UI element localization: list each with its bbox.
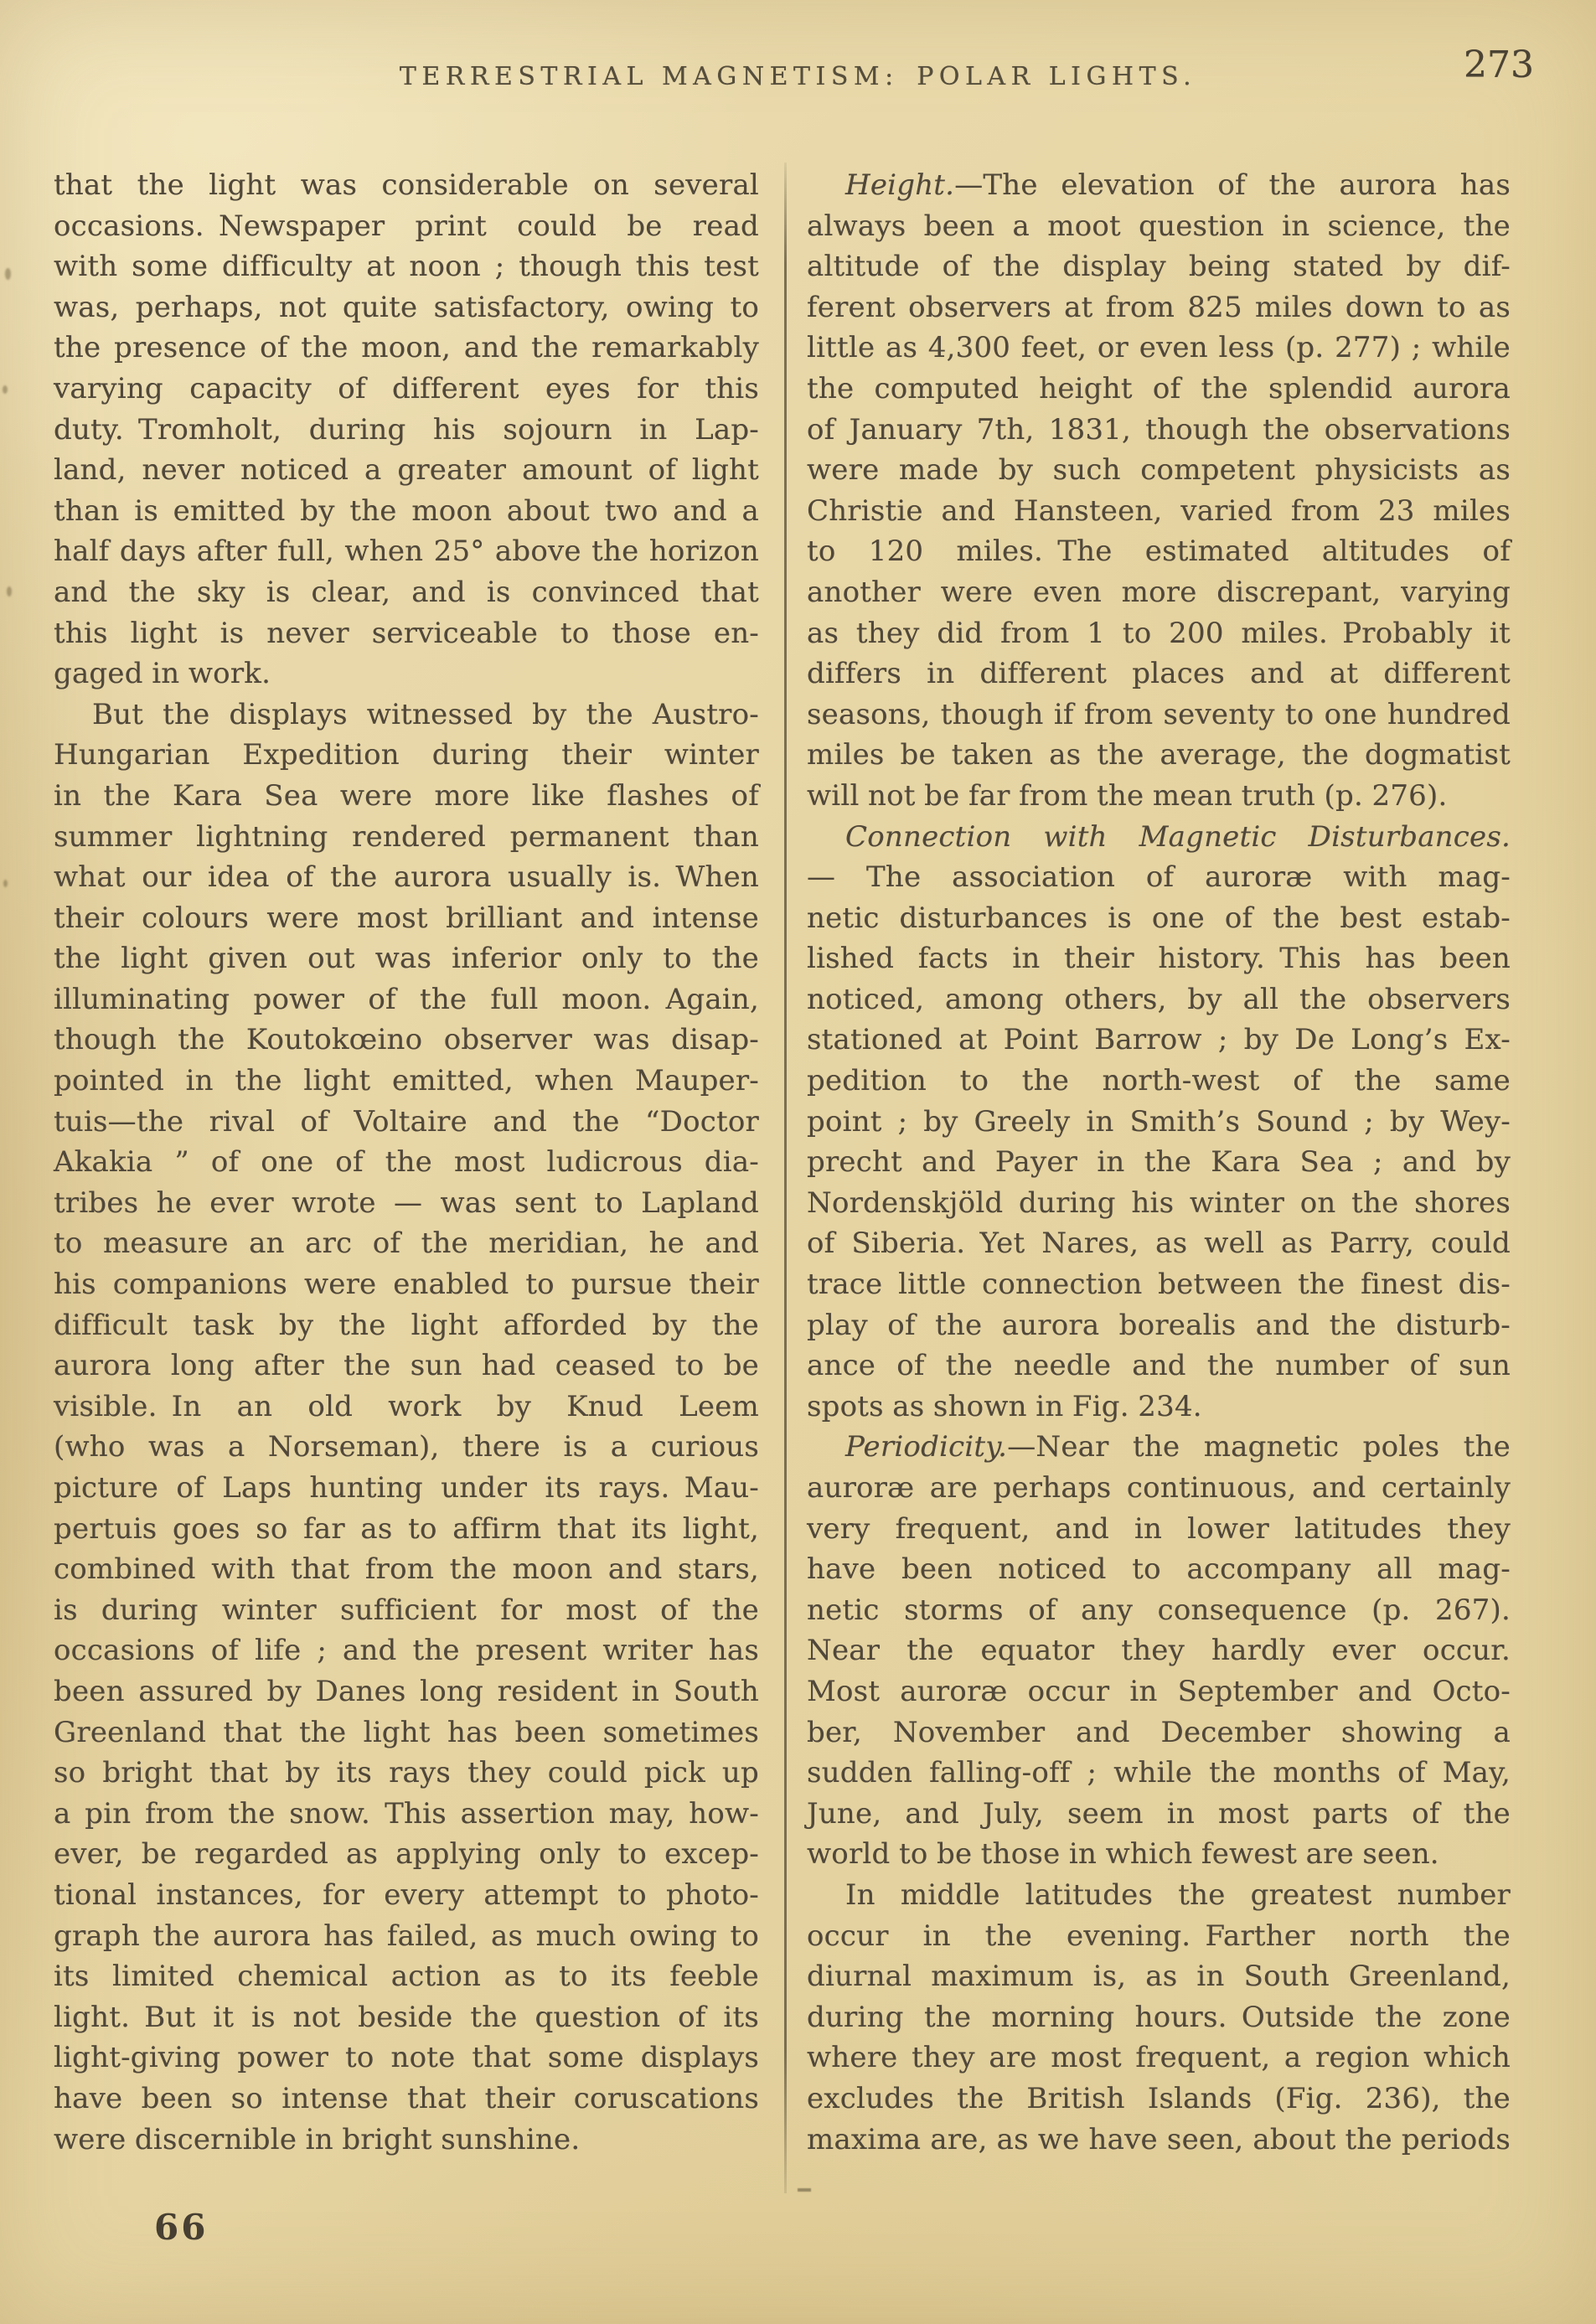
page-header-title: TERRESTRIAL MAGNETISM: POLAR LIGHTS. — [399, 62, 1197, 91]
text-line — [807, 817, 1511, 858]
text-run: combined with that from the moon and stars, — [54, 1552, 759, 1587]
text-line — [54, 287, 759, 328]
text-run: Most auroræ occur in September and Octo- — [807, 1674, 1511, 1708]
text-line — [807, 979, 1511, 1020]
text-line — [807, 410, 1511, 451]
text-line — [807, 1468, 1511, 1509]
text-run: of January 7th, 1831, though the observations — [807, 412, 1511, 447]
text-line — [54, 1345, 759, 1387]
text-line — [807, 1387, 1511, 1428]
text-line — [54, 1875, 759, 1916]
text-run: the presence of the moon, and the remarkably — [54, 331, 759, 365]
text-run: little as 4,300 feet, or even less (p. 277) ; while — [807, 331, 1511, 365]
text-line — [54, 1630, 759, 1671]
text-run: light-giving power to note that some displays — [54, 2041, 759, 2075]
text-line — [54, 1549, 759, 1590]
text-run: varying capacity of different eyes for this — [54, 371, 759, 405]
text-run: miles be taken as the average, the dogmatist — [807, 738, 1511, 772]
text-line — [807, 2079, 1511, 2120]
text-run: and the sky is clear, and is convinced that — [54, 575, 759, 609]
column-divider-rule — [784, 163, 787, 2193]
text-line — [807, 206, 1511, 247]
text-line — [807, 857, 1511, 898]
text-line — [807, 1020, 1511, 1061]
text-line — [807, 1305, 1511, 1346]
text-line — [54, 246, 759, 287]
text-line — [54, 1305, 759, 1346]
text-line — [54, 1590, 759, 1631]
text-line — [54, 531, 759, 572]
text-line — [54, 735, 759, 776]
text-line — [807, 1794, 1511, 1835]
text-line — [54, 1102, 759, 1143]
text-line — [54, 817, 759, 858]
text-run: a pin from the snow. This assertion may, how- — [54, 1796, 759, 1831]
text-run: diurnal maximum is, as in South Greenland, — [807, 1960, 1511, 1994]
text-line — [807, 1753, 1511, 1794]
text-line — [807, 1671, 1511, 1712]
text-line — [54, 1671, 759, 1712]
text-run: stationed at Point Barrow ; by De Long’s Ex- — [807, 1023, 1511, 1057]
text-line — [807, 287, 1511, 328]
text-run: than is emitted by the moon about two and a — [54, 493, 759, 528]
text-run: always been a moot question in science, the — [807, 209, 1511, 243]
text-run: picture of Laps hunting under its rays. Mau- — [54, 1471, 759, 1505]
text-run: another were even more discrepant, varying — [807, 575, 1511, 609]
text-run: pertuis goes so far as to affirm that its light, — [54, 1511, 759, 1546]
text-run: gaged in work. — [54, 657, 271, 691]
text-run: play of the aurora borealis and the disturb- — [807, 1308, 1511, 1342]
text-line — [807, 328, 1511, 369]
text-run: what our idea of the aurora usually is. When — [54, 860, 759, 895]
text-line — [54, 1183, 759, 1224]
text-run: so bright that by its rays they could pick up — [54, 1756, 759, 1790]
text-line — [54, 2120, 759, 2161]
text-line — [54, 1794, 759, 1835]
text-line — [54, 1061, 759, 1102]
text-run: ferent observers at from 825 miles down to as — [807, 290, 1511, 324]
text-run: point ; by Greely in Smith’s Sound ; by Wey- — [807, 1104, 1511, 1139]
page-number: 273 — [1464, 44, 1534, 86]
text-line — [54, 491, 759, 532]
text-run: lished facts in their history. This has been — [807, 942, 1511, 976]
text-run: is during winter sufficient for most of the — [54, 1593, 759, 1627]
text-run: its limited chemical action as to its feeble — [54, 1960, 759, 1994]
text-line — [807, 1061, 1511, 1102]
text-run: his companions were enabled to pursue their — [54, 1268, 759, 1302]
text-run: tribes he ever wrote — was sent to Lapland — [54, 1185, 759, 1220]
text-run: seasons, though if from seventy to one hundred — [807, 697, 1511, 731]
text-run: very frequent, and in lower latitudes they — [807, 1511, 1511, 1546]
text-line — [54, 857, 759, 898]
text-run: ber, November and December showing a — [807, 1715, 1511, 1749]
text-run: But the displays witnessed by the Austro- — [92, 697, 759, 731]
paper-speck — [5, 268, 11, 280]
text-line — [54, 1223, 759, 1264]
text-run: tuis—the rival of Voltaire and the “Doctor — [54, 1104, 759, 1139]
text-line — [54, 695, 759, 736]
text-run: ance of the needle and the number of sun — [807, 1349, 1511, 1383]
text-run: occasions. Newspaper print could be read — [54, 209, 759, 243]
text-run: ever, be regarded as applying only to excep- — [54, 1837, 759, 1872]
text-run: have been so intense that their coruscations — [54, 2081, 759, 2115]
text-line — [54, 1712, 759, 1753]
paper-speck — [7, 586, 12, 596]
paper-speck — [3, 385, 8, 394]
print-artifact-dash — [798, 2188, 811, 2192]
text-run: —The elevation of the aurora has — [954, 168, 1511, 202]
text-run: were discernible in bright sunshine. — [54, 2122, 581, 2156]
text-line — [54, 1020, 759, 1061]
text-run: occasions of life ; and the present writer has — [54, 1634, 759, 1668]
text-line — [807, 572, 1511, 613]
text-run: graph the aurora has failed, as much owing to — [54, 1919, 759, 1953]
text-run: will not be far from the mean truth (p. 276). — [807, 778, 1448, 813]
text-run: been assured by Danes long resident in South — [54, 1674, 759, 1708]
text-line — [807, 1997, 1511, 2038]
text-run: Greenland that the light has been sometimes — [54, 1715, 759, 1749]
italic-text-run: Height. — [845, 168, 955, 202]
text-run: netic disturbances is one of the best estab- — [807, 901, 1511, 935]
text-line — [807, 2120, 1511, 2161]
text-line — [807, 938, 1511, 979]
text-line — [807, 1142, 1511, 1183]
text-line — [807, 1956, 1511, 1997]
text-line — [54, 1264, 759, 1305]
italic-text-run: Periodicity. — [845, 1430, 1008, 1464]
text-run: that the light was considerable on several — [54, 168, 759, 202]
text-line — [807, 1183, 1511, 1224]
text-line — [807, 1223, 1511, 1264]
text-line — [54, 410, 759, 451]
text-line — [807, 1345, 1511, 1387]
text-line — [54, 1509, 759, 1550]
text-run: were made by such competent physicists as — [807, 453, 1511, 488]
text-run: (who was a Norseman), there is a curious — [54, 1430, 759, 1464]
text-line — [807, 776, 1511, 817]
text-run: tional instances, for every attempt to photo- — [54, 1877, 759, 1912]
text-line — [54, 1834, 759, 1875]
text-line — [807, 695, 1511, 736]
text-run: noticed, among others, by all the observers — [807, 982, 1511, 1016]
text-line — [54, 1387, 759, 1428]
text-run: altitude of the display being stated by dif- — [807, 250, 1511, 284]
text-line — [807, 531, 1511, 572]
text-line — [807, 1549, 1511, 1590]
text-line — [807, 1834, 1511, 1875]
text-line — [807, 1630, 1511, 1671]
text-run: trace little connection between the finest dis- — [807, 1268, 1511, 1302]
text-run: as they did from 1 to 200 miles. Probably it — [807, 616, 1511, 650]
paper-speck — [3, 880, 8, 887]
text-run: their colours were most brilliant and intense — [54, 901, 759, 935]
text-run: Nordenskjöld during his winter on the shores — [807, 1185, 1511, 1220]
text-line — [54, 1956, 759, 1997]
text-run: the computed height of the splendid aurora — [807, 371, 1511, 405]
text-run: where they are most frequent, a region which — [807, 2041, 1511, 2075]
text-line — [54, 1916, 759, 1957]
text-run: Near the equator they hardly ever occur. — [807, 1634, 1511, 1668]
text-run: occur in the evening. Farther north the — [807, 1919, 1511, 1953]
text-run: have been noticed to accompany all mag- — [807, 1552, 1511, 1587]
text-run: maxima are, as we have seen, about the periods — [807, 2122, 1511, 2156]
text-run: world to be those in which fewest are seen. — [807, 1837, 1439, 1872]
text-run: aurora long after the sun had ceased to be — [54, 1349, 759, 1383]
text-line — [807, 246, 1511, 287]
text-run: to measure an arc of the meridian, he and — [54, 1227, 759, 1261]
text-run: in the Kara Sea were more like flashes of — [54, 778, 759, 813]
text-run: with some difficulty at noon ; though this test — [54, 250, 759, 284]
text-run: of Siberia. Yet Nares, as well as Parry, could — [807, 1227, 1511, 1261]
text-line — [807, 2037, 1511, 2079]
text-run: duty. Tromholt, during his sojourn in Lap- — [54, 412, 759, 447]
text-line — [807, 1102, 1511, 1143]
text-run: summer lightning rendered permanent than — [54, 819, 759, 854]
text-line — [54, 1468, 759, 1509]
text-line — [54, 450, 759, 491]
text-run: June, and July, seem in most parts of the — [807, 1796, 1511, 1831]
text-run: In middle latitudes the greatest number — [845, 1877, 1511, 1912]
text-run: Hungarian Expedition during their winter — [54, 738, 759, 772]
text-line — [807, 613, 1511, 654]
text-line — [807, 1509, 1511, 1550]
text-line — [807, 369, 1511, 410]
text-run: excludes the British Islands (Fig. 236), the — [807, 2081, 1511, 2115]
text-line — [807, 1712, 1511, 1753]
text-line — [54, 206, 759, 247]
text-line — [54, 1753, 759, 1794]
text-line — [807, 491, 1511, 532]
text-run: was, perhaps, not quite satisfactory, owing to — [54, 290, 759, 324]
text-line — [807, 1916, 1511, 1957]
text-run: land, never noticed a greater amount of light — [54, 453, 759, 488]
text-run: half days after full, when 25° above the horizon — [54, 535, 759, 569]
text-run: —Near the magnetic poles the — [1007, 1430, 1511, 1464]
italic-text-run: Connection with Magnetic Disturbances. — [845, 819, 1511, 854]
text-run: difficult task by the light afforded by the — [54, 1308, 759, 1342]
text-line — [807, 735, 1511, 776]
text-run: auroræ are perhaps continuous, and certainly — [807, 1471, 1511, 1505]
text-run: visible. In an old work by Knud Leem — [54, 1389, 759, 1423]
text-run: light. But it is not beside the question of its — [54, 2000, 759, 2034]
text-line — [54, 572, 759, 613]
text-line — [54, 653, 759, 695]
text-line — [807, 653, 1511, 695]
text-line — [54, 979, 759, 1020]
text-line — [54, 165, 759, 206]
text-line — [54, 1427, 759, 1468]
text-line — [807, 450, 1511, 491]
text-run: pedition to the north-west of the same — [807, 1064, 1511, 1098]
text-run: the light given out was inferior only to the — [54, 942, 759, 976]
text-line — [807, 1590, 1511, 1631]
text-run: this light is never serviceable to those en- — [54, 616, 759, 650]
text-line — [54, 328, 759, 369]
text-run: netic storms of any consequence (p. 267). — [807, 1593, 1511, 1627]
text-line — [807, 898, 1511, 939]
text-line — [807, 165, 1511, 206]
text-run: sudden falling-off ; while the months of May, — [807, 1756, 1511, 1790]
text-run: Christie and Hansteen, varied from 23 miles — [807, 493, 1511, 528]
text-line — [54, 776, 759, 817]
text-line — [807, 1875, 1511, 1916]
text-line — [54, 2037, 759, 2079]
right-column — [807, 165, 1511, 2160]
text-line — [54, 369, 759, 410]
left-column — [54, 165, 759, 2160]
text-run: Akakia ” of one of the most ludicrous dia- — [54, 1145, 759, 1180]
text-run: precht and Payer in the Kara Sea ; and by — [807, 1145, 1511, 1180]
text-line — [54, 938, 759, 979]
text-run: to 120 miles. The estimated altitudes of — [807, 535, 1511, 569]
text-line — [807, 1427, 1511, 1468]
text-run: though the Koutokœino observer was disap- — [54, 1023, 759, 1057]
text-run: illuminating power of the full moon. Again, — [54, 982, 759, 1016]
signature-number: 66 — [154, 2207, 209, 2248]
text-line — [54, 2079, 759, 2120]
text-run: pointed in the light emitted, when Mauper- — [54, 1064, 759, 1098]
text-line — [54, 613, 759, 654]
text-run: — The association of auroræ with mag- — [807, 860, 1511, 895]
text-line — [807, 1264, 1511, 1305]
text-run: spots as shown in Fig. 234. — [807, 1389, 1202, 1423]
text-run: during the morning hours. Outside the zone — [807, 2000, 1511, 2034]
text-line — [54, 898, 759, 939]
text-run: differs in different places and at different — [807, 657, 1511, 691]
text-line — [54, 1142, 759, 1183]
text-line — [54, 1997, 759, 2038]
